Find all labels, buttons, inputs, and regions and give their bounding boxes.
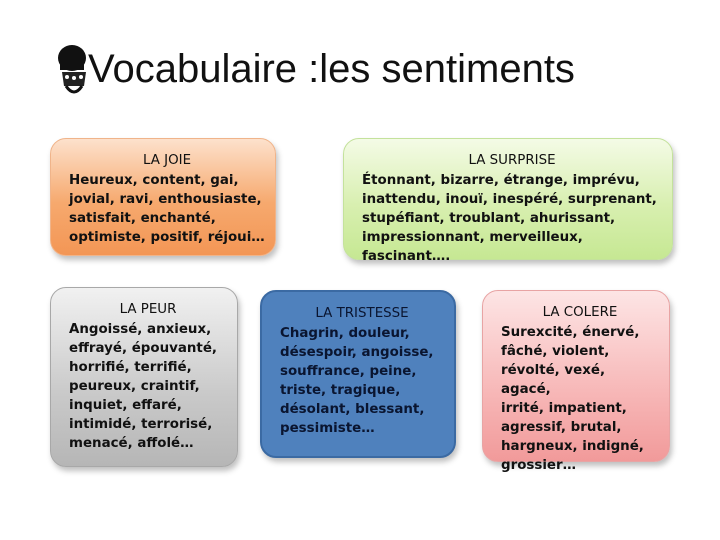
vocab-line: stupéfiant, troublant, ahurissant, [362, 211, 616, 226]
vocab-line: grossier… [501, 458, 576, 473]
box-heading: LA COLERE [542, 305, 618, 320]
vocab-line: inquiet, effaré, [69, 398, 182, 413]
feeling-box-peur [50, 287, 238, 467]
vocab-line: Étonnant, bizarre, étrange, imprévu, [362, 173, 640, 188]
vocab-line: Chagrin, douleur, [280, 326, 410, 341]
vocab-line: optimiste, positif, réjoui… [69, 230, 265, 245]
vocab-line: Surexcité, énervé, [501, 325, 640, 340]
feeling-box-colere [482, 290, 670, 473]
vocab-line: triste, tragique, [280, 383, 401, 398]
vocab-line: Heureux, content, gai, [69, 173, 239, 188]
box-heading: LA JOIE [142, 153, 192, 168]
feeling-box-tristesse [260, 290, 456, 458]
vocab-line: horrifié, terrifié, [69, 360, 192, 375]
vocab-line: peureux, craintif, [69, 379, 200, 394]
feeling-box-surprise [343, 138, 673, 264]
vocab-line: Angoissé, anxieux, [69, 322, 212, 337]
vocab-line: désolant, blessant, [280, 402, 425, 417]
vocab-line: irrité, impatient, [501, 401, 627, 416]
box-heading: LA PEUR [119, 302, 177, 317]
vocab-line: agressif, brutal, [501, 420, 622, 435]
vocab-line: désespoir, angoisse, [280, 345, 434, 360]
vocab-line: fâché, violent, [501, 344, 610, 359]
vocab-line: satisfait, enchanté, [69, 211, 216, 226]
slide-title: Vocabulaire :les sentiments [88, 47, 575, 91]
box-heading: LA SURPRISE [468, 153, 556, 168]
vocab-line: effrayé, épouvanté, [69, 341, 217, 356]
vocab-line: pessimiste… [280, 421, 375, 436]
box-heading: LA TRISTESSE [315, 306, 409, 321]
vocab-line: souffrance, peine, [280, 364, 417, 379]
feeling-box-joie [50, 138, 276, 256]
vocab-line: inattendu, inouï, inespéré, surprenant, [362, 192, 657, 207]
vocab-line: menacé, affolé… [69, 436, 194, 451]
vocab-line: révolté, vexé, agacé, [501, 363, 606, 397]
vocab-line: jovial, ravi, enthousiaste, [69, 192, 262, 207]
vocab-line: impressionnant, merveilleux, fascinant…. [362, 230, 583, 264]
vocab-line: hargneux, indigné, [501, 439, 644, 454]
vocab-line: intimidé, terrorisé, [69, 417, 213, 432]
